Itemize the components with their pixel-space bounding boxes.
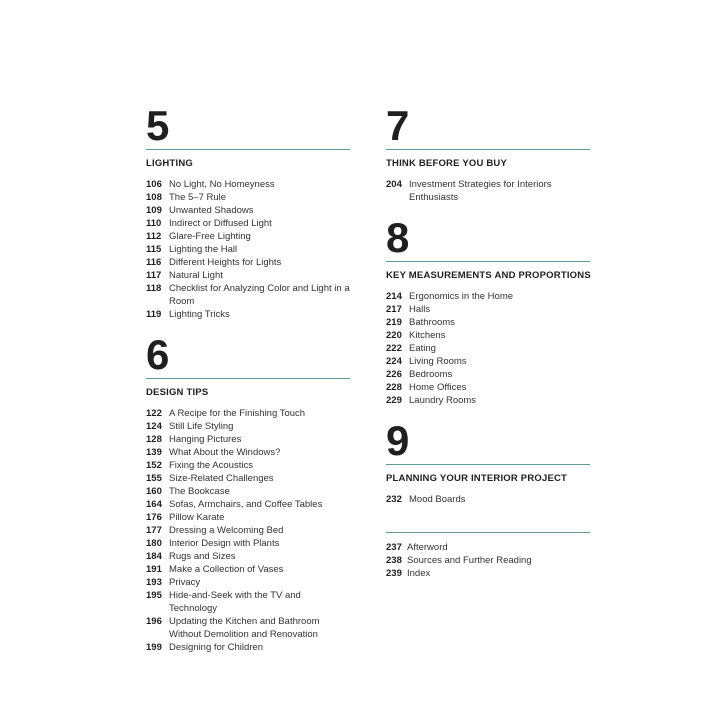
toc-entry: [146, 204, 350, 217]
entry-title: Index: [407, 568, 431, 579]
toc-entry: [146, 576, 350, 589]
entry-title: Checklist for Analyzing Color and Light in a Room: [169, 283, 350, 307]
page-number: 118: [146, 283, 162, 294]
page-number: 106: [146, 179, 162, 190]
entry-title: Home Offices: [409, 382, 467, 393]
page-number: 228: [386, 382, 402, 393]
entry-title: Bathrooms: [409, 317, 455, 328]
toc-entry: [386, 355, 590, 368]
entry-title: Dressing a Welcoming Bed: [169, 525, 284, 536]
entry-title: Mood Boards: [409, 494, 466, 505]
toc-entry: [386, 567, 590, 580]
entry-list: [146, 407, 350, 654]
chapter-8: [386, 214, 591, 407]
entry-title: Investment Strategies for Interiors Enthusiasts: [409, 179, 552, 203]
toc-entry: [386, 303, 590, 316]
chapter-number: 6: [146, 331, 169, 378]
entry-title: Halls: [409, 304, 431, 315]
page-number: 204: [386, 179, 402, 190]
entry-title: What About the Windows?: [169, 447, 281, 458]
entry-title: Interior Design with Plants: [169, 538, 280, 549]
entry-title: Indirect or Diffused Light: [169, 218, 272, 229]
toc-entry: [386, 493, 590, 506]
entry-title: Laundry Rooms: [409, 395, 477, 406]
entry-title: A Recipe for the Finishing Touch: [169, 408, 306, 419]
toc-entry: [386, 178, 590, 204]
page-number: 164: [146, 499, 162, 510]
toc-entry: [146, 641, 350, 654]
toc-entry: [146, 269, 350, 282]
entry-title: Sofas, Armchairs, and Coffee Tables: [169, 499, 323, 510]
chapter-title: KEY MEASUREMENTS AND PROPORTIONS: [386, 270, 591, 281]
toc-entry: [386, 329, 590, 342]
page-number: 177: [146, 525, 162, 536]
chapter-number: 7: [386, 102, 409, 149]
entry-title: Lighting Tricks: [169, 309, 230, 320]
entry-title: Kitchens: [409, 330, 446, 341]
page-number: 214: [386, 291, 402, 302]
page-number: 199: [146, 642, 162, 653]
page-number: 232: [386, 494, 402, 505]
toc-entry: [146, 615, 350, 641]
toc-entry: [386, 316, 590, 329]
entry-title: Glare-Free Lighting: [169, 231, 251, 242]
toc-entry: [146, 420, 350, 433]
page-number: 238: [386, 555, 402, 566]
entry-title: Privacy: [169, 577, 201, 588]
page-number: 116: [146, 257, 162, 268]
toc-entry: [146, 485, 350, 498]
entry-title: Make a Collection of Vases: [169, 564, 284, 575]
toc-entry: [146, 243, 350, 256]
toc-entry: [386, 381, 590, 394]
end-matter-rule: [386, 532, 590, 533]
toc-entry: [146, 217, 350, 230]
page-number: 155: [146, 473, 162, 484]
toc-entry: [146, 407, 350, 420]
entry-title: Unwanted Shadows: [169, 205, 254, 216]
toc-entry: [146, 256, 350, 269]
chapter-5: [146, 102, 350, 321]
end-matter: [386, 532, 590, 580]
chapter-title: LIGHTING: [146, 158, 193, 169]
chapter-number: 9: [386, 417, 409, 464]
entry-title: Ergonomics in the Home: [409, 291, 514, 302]
page-number: 229: [386, 395, 402, 406]
toc-entry: [386, 541, 590, 554]
chapter-title: DESIGN TIPS: [146, 387, 209, 398]
chapter-number: 5: [146, 102, 169, 149]
page-number: 222: [386, 343, 402, 354]
entry-title: The Bookcase: [169, 486, 230, 497]
entry-title: No Light, No Homeyness: [169, 179, 275, 190]
page-number: 195: [146, 590, 162, 601]
entry-title: Pillow Karate: [169, 512, 225, 523]
toc-entry: [146, 191, 350, 204]
toc-entry: [146, 446, 350, 459]
entry-title: Different Heights for Lights: [169, 257, 282, 268]
page-number: 124: [146, 421, 162, 432]
toc-entry: [146, 589, 350, 615]
entry-title: Size-Related Challenges: [169, 473, 274, 484]
chapter-rule: [146, 378, 350, 379]
entry-list: [386, 178, 590, 204]
entry-title: Rugs and Sizes: [169, 551, 236, 562]
toc-entry: [386, 290, 590, 303]
end-matter-list: [386, 541, 590, 580]
chapter-title: PLANNING YOUR INTERIOR PROJECT: [386, 473, 568, 484]
page-number: 117: [146, 270, 162, 281]
entry-title: Hanging Pictures: [169, 434, 242, 445]
entry-title: Fixing the Acoustics: [169, 460, 253, 471]
entry-title: Designing for Children: [169, 642, 263, 653]
page-number: 184: [146, 551, 162, 562]
toc-entry: [146, 511, 350, 524]
entry-title: Sources and Further Reading: [407, 555, 532, 566]
page-number: 139: [146, 447, 162, 458]
chapter-rule: [386, 261, 590, 262]
page-number: 224: [386, 356, 402, 367]
entry-title: Living Rooms: [409, 356, 467, 367]
toc-entry: [386, 394, 590, 407]
entry-title: The 5–7 Rule: [169, 192, 227, 203]
page-number: 115: [146, 244, 162, 255]
page-number: 237: [386, 542, 402, 553]
page-number: 110: [146, 218, 162, 229]
page-number: 160: [146, 486, 162, 497]
toc-entry: [146, 472, 350, 485]
entry-title: Natural Light: [169, 270, 223, 281]
chapter-9: [386, 417, 590, 506]
entry-title: Eating: [409, 343, 436, 354]
chapter-rule: [386, 149, 590, 150]
left-column: [146, 102, 350, 668]
chapter-7: [386, 102, 590, 204]
page-number: 239: [386, 568, 402, 579]
chapter-number: 8: [386, 214, 409, 261]
toc-entry: [146, 524, 350, 537]
entry-list: [146, 178, 350, 321]
page-number: 226: [386, 369, 402, 380]
page-number: 108: [146, 192, 162, 203]
page-number: 152: [146, 460, 162, 471]
toc-entry: [146, 550, 350, 563]
entry-title: Bedrooms: [409, 369, 453, 380]
page-number: 176: [146, 512, 162, 523]
toc-entry: [146, 563, 350, 576]
entry-list: [386, 290, 590, 407]
page-number: 193: [146, 577, 162, 588]
chapter-rule: [386, 464, 590, 465]
toc-entry: [146, 308, 350, 321]
toc-entry: [146, 433, 350, 446]
chapter-title: THINK BEFORE YOU BUY: [386, 158, 508, 169]
page-number: 112: [146, 231, 162, 242]
toc-entry: [386, 554, 590, 567]
toc-entry: [146, 230, 350, 243]
entry-title: Hide-and-Seek with the TV and Technology: [169, 590, 301, 614]
page-number: 219: [386, 317, 402, 328]
entry-title: Still Life Styling: [169, 421, 234, 432]
page-number: 109: [146, 205, 162, 216]
page-number: 180: [146, 538, 162, 549]
toc-entry: [386, 342, 590, 355]
entry-list: [386, 493, 590, 506]
toc-entry: [386, 368, 590, 381]
toc-entry: [146, 282, 350, 308]
page-number: 122: [146, 408, 162, 419]
chapter-6: [146, 331, 350, 654]
page-number: 220: [386, 330, 402, 341]
page-number: 128: [146, 434, 162, 445]
page-number: 191: [146, 564, 162, 575]
entry-title: Updating the Kitchen and Bathroom Without Demolition and Renovation: [169, 616, 320, 640]
entry-title: Afterword: [407, 542, 448, 553]
page-number: 119: [146, 309, 162, 320]
toc-entry: [146, 498, 350, 511]
right-column: [386, 102, 591, 580]
toc-entry: [146, 459, 350, 472]
toc-entry: [146, 178, 350, 191]
entry-title: Lighting the Hall: [169, 244, 238, 255]
page-number: 196: [146, 616, 162, 627]
page-number: 217: [386, 304, 402, 315]
toc-entry: [146, 537, 350, 550]
chapter-rule: [146, 149, 350, 150]
